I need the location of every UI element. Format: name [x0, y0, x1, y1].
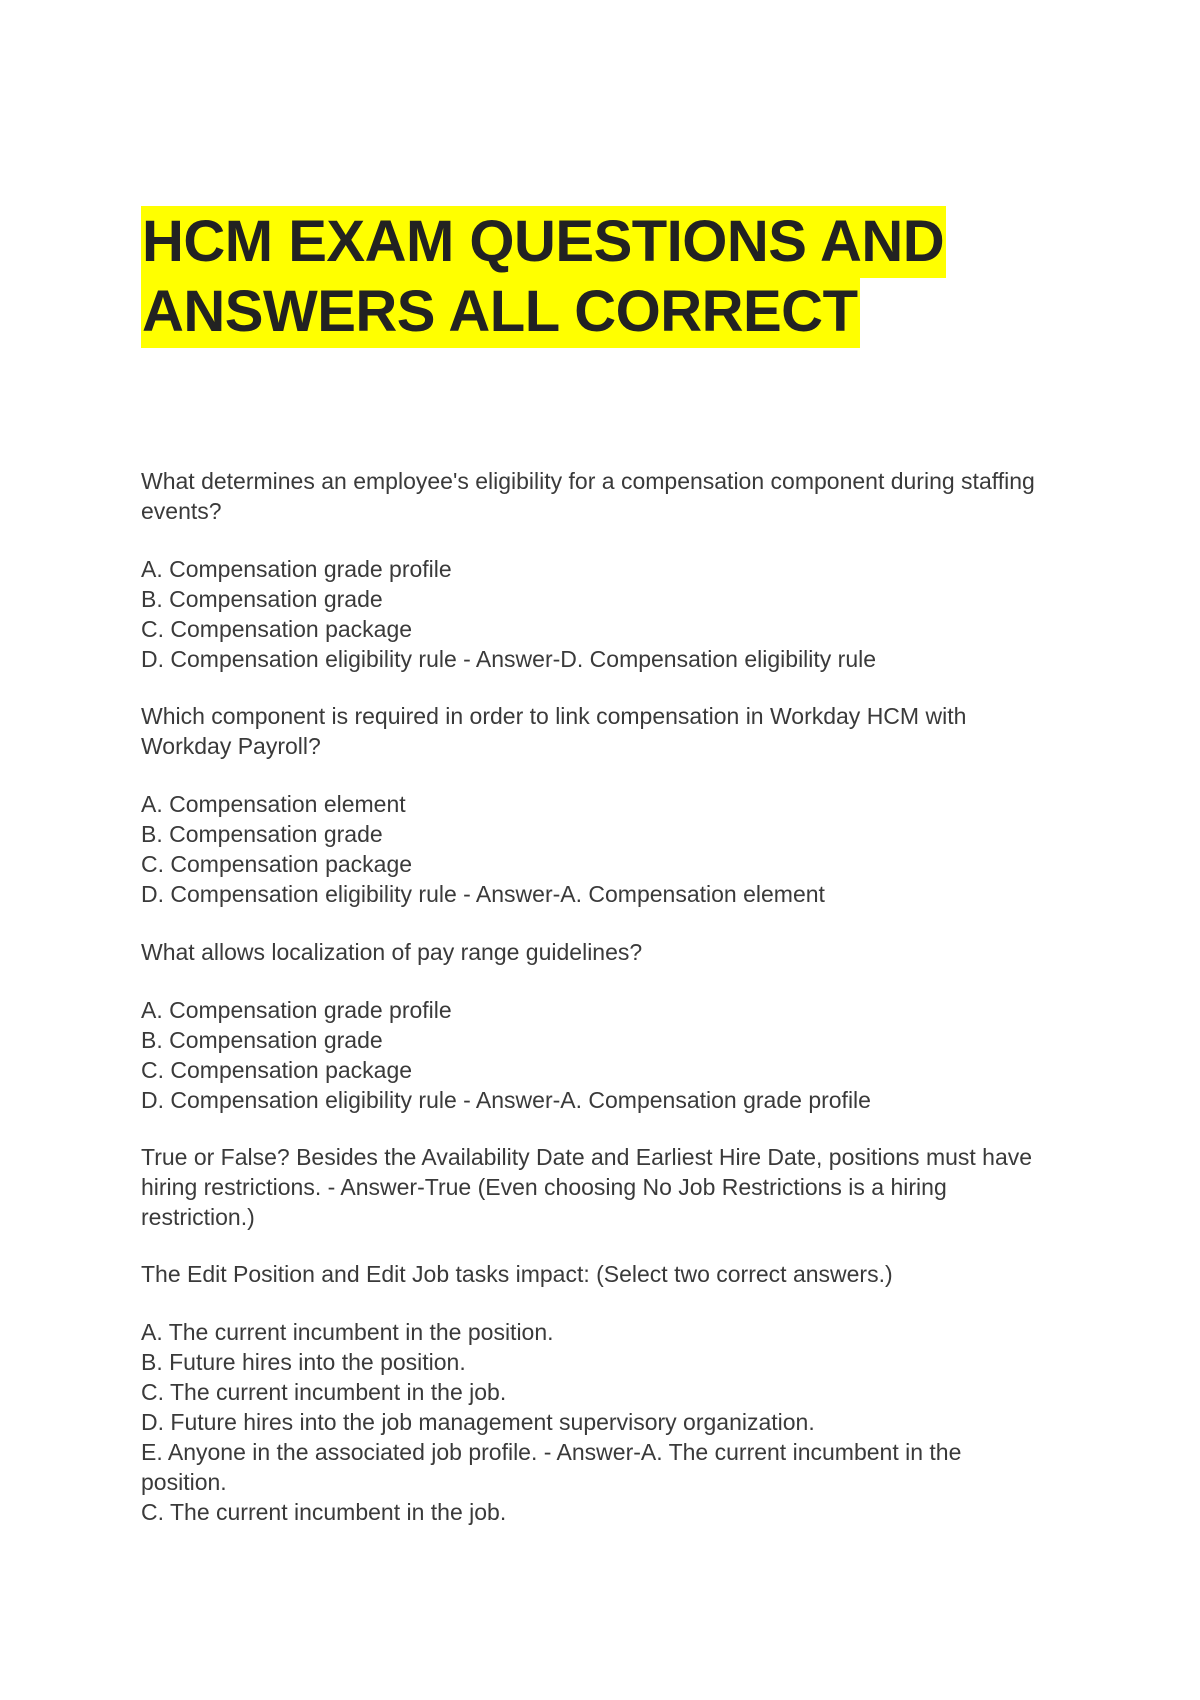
answer-continuation: position.: [141, 1469, 227, 1495]
option-item: D. Future hires into the job management supervisory organization.: [141, 1409, 815, 1435]
question-text: What allows localization of pay range guidelines?: [141, 939, 643, 965]
option-item-with-answer: E. Anyone in the associated job profile. - Answer-A. The current incumbent in the: [141, 1439, 962, 1465]
question-3-options: [141, 995, 1081, 1115]
option-item: A. The current incumbent in the position.: [141, 1319, 554, 1345]
option-item-with-answer: D. Compensation eligibility rule - Answer-D. Compensation eligibility rule: [141, 646, 877, 672]
questions-list: [141, 466, 1081, 1527]
question-1: [141, 466, 1081, 526]
question-text: events?: [141, 498, 222, 524]
option-item: A. Compensation grade profile: [141, 997, 452, 1023]
option-item: B. Future hires into the position.: [141, 1349, 466, 1375]
question-text: hiring restrictions. - Answer-True (Even choosing No Job Restrictions is a hiring: [141, 1174, 947, 1200]
question-2-options: [141, 789, 1081, 909]
question-1-options: [141, 554, 1081, 674]
question-4: [141, 1142, 1081, 1232]
option-item-with-answer: D. Compensation eligibility rule - Answer-A. Compensation element: [141, 881, 825, 907]
question-text: What determines an employee's eligibility for a compensation component during staffing: [141, 468, 1035, 494]
question-text: Workday Payroll?: [141, 733, 321, 759]
question-text: restriction.): [141, 1204, 255, 1230]
option-item: C. Compensation package: [141, 851, 413, 877]
question-text: True or False? Besides the Availability Date and Earliest Hire Date, positions must have: [141, 1144, 1033, 1170]
question-5-options: [141, 1317, 1081, 1527]
option-item: B. Compensation grade: [141, 821, 383, 847]
title-line: ANSWERS ALL CORRECT: [141, 276, 860, 348]
option-item: B. Compensation grade: [141, 586, 383, 612]
question-2: [141, 701, 1081, 761]
option-item: C. Compensation package: [141, 616, 413, 642]
question-3: [141, 937, 1081, 967]
title-line: HCM EXAM QUESTIONS AND: [141, 206, 946, 278]
document-title: [141, 206, 1101, 346]
question-5: [141, 1259, 1081, 1289]
option-item: C. Compensation package: [141, 1057, 413, 1083]
option-item-with-answer: D. Compensation eligibility rule - Answer-A. Compensation grade profile: [141, 1087, 871, 1113]
option-item: C. The current incumbent in the job.: [141, 1379, 507, 1405]
option-item: A. Compensation element: [141, 791, 406, 817]
option-item: B. Compensation grade: [141, 1027, 383, 1053]
option-item: A. Compensation grade profile: [141, 556, 452, 582]
question-text: The Edit Position and Edit Job tasks impact: (Select two correct answers.): [141, 1261, 893, 1287]
question-text: Which component is required in order to link compensation in Workday HCM with: [141, 703, 967, 729]
answer-continuation: C. The current incumbent in the job.: [141, 1499, 507, 1525]
